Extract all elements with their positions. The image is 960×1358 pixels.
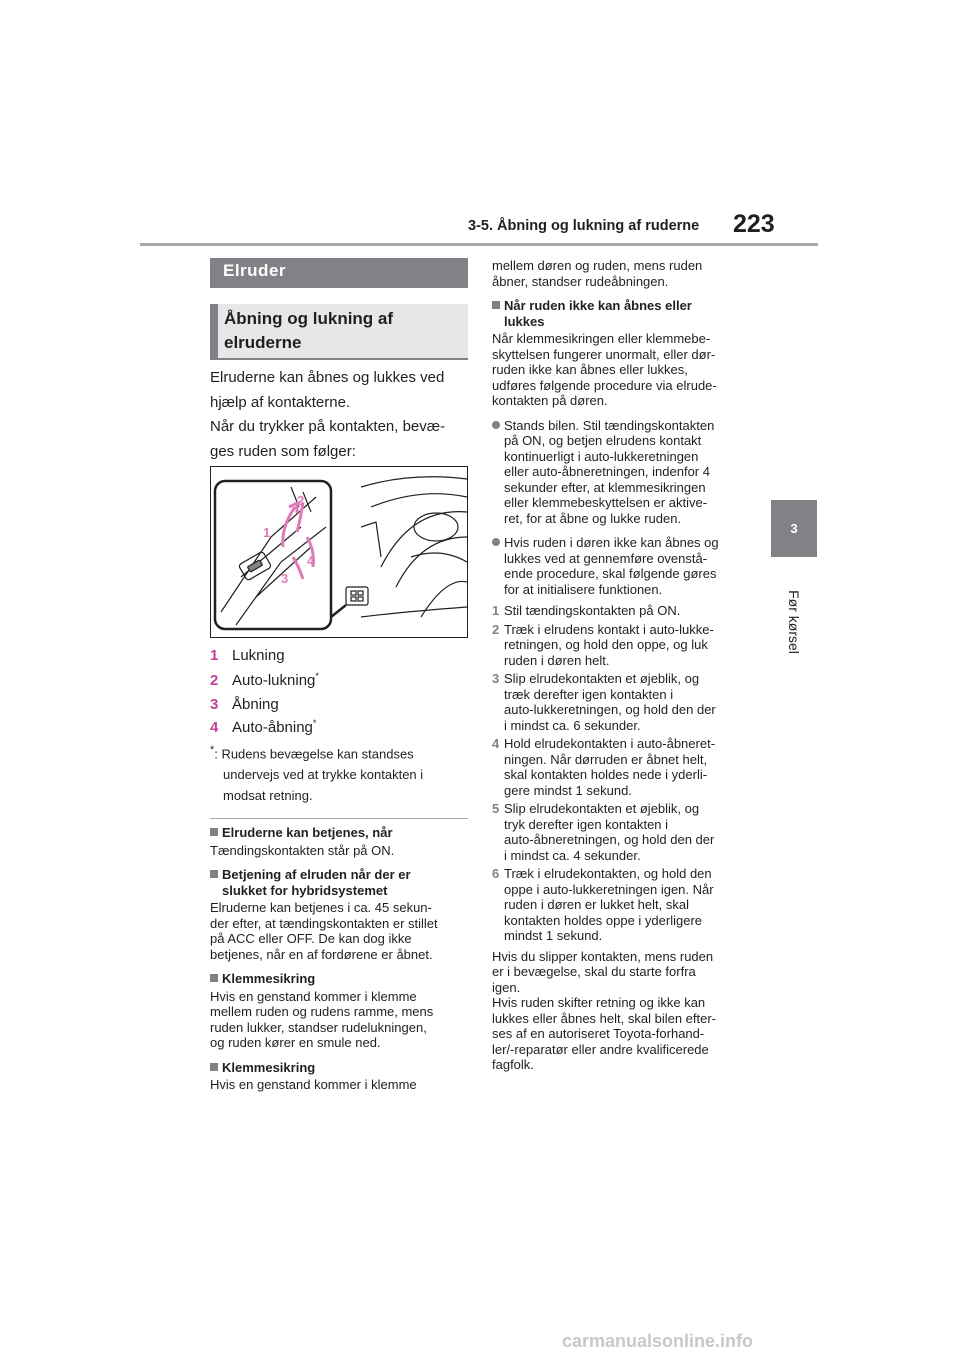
note-heading: Klemmesikring bbox=[210, 971, 468, 987]
footnote bbox=[210, 740, 468, 806]
note-line: Hvis ruden i døren ikke kan åbnes og bbox=[504, 535, 719, 550]
note-line: kontakten på døren. bbox=[492, 393, 608, 408]
window-switch-illustration bbox=[210, 466, 468, 638]
header-rule bbox=[140, 243, 818, 246]
bullet-item bbox=[492, 418, 754, 527]
legend-star: * bbox=[312, 718, 317, 728]
step-line: auto-åbneretningen, og hold den der bbox=[504, 832, 715, 847]
note-line: Elruderne kan betjenes i ca. 45 sekun- bbox=[210, 900, 432, 915]
legend-number: 2 bbox=[210, 672, 219, 689]
step-item bbox=[492, 622, 754, 669]
sub-heading-bar bbox=[210, 304, 218, 358]
note-line: på ON, og betjen elrudens kontakt bbox=[504, 433, 702, 448]
callout-4: 4 bbox=[307, 553, 315, 568]
note-line: ende procedure, skal følgende gøres bbox=[504, 566, 717, 581]
note-line: ses af en autoriseret Toyota-forhand- bbox=[492, 1026, 705, 1041]
step-line: tryk derefter igen kontakten i bbox=[504, 816, 669, 832]
note-line: Når klemmesikringen eller klemmebe- bbox=[492, 331, 711, 346]
note-line: skyttelsen fungerer unormalt, eller dør- bbox=[492, 346, 716, 362]
chapter-title bbox=[766, 590, 822, 654]
legend-text: Åbning bbox=[232, 696, 279, 713]
legend-item bbox=[210, 695, 279, 713]
left-column-notes bbox=[210, 825, 468, 1093]
footnote-line: undervejs ved at trykke kontakten i bbox=[223, 767, 424, 783]
step-item bbox=[492, 801, 754, 863]
bullet-item bbox=[492, 535, 754, 597]
note-line: Hvis en genstand kommer i klemme bbox=[210, 1077, 417, 1092]
note-body bbox=[492, 331, 754, 409]
note-line: igen. bbox=[492, 979, 521, 995]
note-line: Hvis en genstand kommer i klemme bbox=[210, 988, 417, 1004]
note-line: Stands bilen. Stil tændingskontakten bbox=[504, 417, 715, 433]
step-line: skal kontakten holdes nede i yderli- bbox=[504, 767, 708, 782]
step-line: træk derefter igen kontakten i bbox=[504, 686, 674, 702]
note-heading-line: lukkes bbox=[504, 313, 545, 329]
step-line: mindst 1 sekund. bbox=[504, 928, 603, 943]
chapter-tab: 3 bbox=[771, 500, 817, 557]
sub-heading-text: Åbning og lukning af elruderne bbox=[224, 309, 394, 352]
intro-line: ges ruden som følger: bbox=[210, 442, 356, 460]
legend-star: * bbox=[315, 671, 319, 681]
note-line: for at initialisere funktionen. bbox=[504, 581, 663, 597]
intro-text bbox=[210, 366, 472, 464]
note-body bbox=[210, 989, 468, 1051]
step-number: 2 bbox=[492, 621, 500, 637]
note-body bbox=[210, 900, 468, 962]
note-line: kontinuerligt i auto-lukkeretningen bbox=[504, 448, 699, 464]
note-line: fagfolk. bbox=[492, 1057, 534, 1072]
intro-line: Når du trykker på kontakten, bevæ- bbox=[210, 418, 446, 435]
note-line: der efter, at tændingskontakten er stillet bbox=[210, 915, 438, 931]
right-column-notes bbox=[492, 258, 754, 1073]
note-heading: Elruderne kan betjenes, når bbox=[210, 825, 468, 841]
note-heading-line: slukket for hybridsystemet bbox=[222, 882, 388, 898]
step-line: Slip elrudekontakten et øjeblik, og bbox=[504, 801, 700, 816]
step-line: kontakten holdes oppe i yderligere bbox=[504, 912, 703, 928]
note-line: eller auto-åbneretningen, indenfor 4 bbox=[504, 464, 710, 479]
callout-1: 1 bbox=[263, 525, 271, 540]
step-number: 6 bbox=[492, 866, 500, 881]
closing-text bbox=[492, 949, 754, 1073]
legend-number: 3 bbox=[210, 696, 219, 713]
note-line: åbner, standser rudeåbningen. bbox=[492, 273, 669, 289]
page-number: 223 bbox=[733, 210, 775, 238]
footnote-line: : Rudens bevægelse kan standses bbox=[214, 746, 414, 762]
note-line: ruden ikke kan åbnes eller lukkes, bbox=[492, 362, 688, 377]
step-number: 3 bbox=[492, 671, 500, 686]
intro-line: Elruderne kan åbnes og lukkes ved bbox=[210, 369, 445, 386]
sub-heading-rule bbox=[210, 358, 468, 360]
note-line: lukkes eller åbnes helt, skal bilen efter- bbox=[492, 1010, 717, 1026]
watermark: carmanualsonline.info bbox=[562, 1331, 754, 1351]
note-heading bbox=[492, 298, 754, 329]
note-heading bbox=[210, 867, 468, 898]
step-line: Træk i elrudens kontakt i auto-lukke- bbox=[504, 621, 714, 637]
step-line: auto-lukkeretningen, og hold den der bbox=[504, 702, 716, 717]
main-heading-text: Elruder bbox=[223, 261, 287, 280]
step-line: Slip elrudekontakten et øjeblik, og bbox=[504, 671, 700, 686]
step-item bbox=[492, 603, 754, 619]
note-line: ret, for at åbne og lukke ruden. bbox=[504, 510, 682, 526]
step-line: Hold elrudekontakten i auto-åbneret- bbox=[504, 736, 716, 751]
footnote-mark: * bbox=[210, 744, 215, 756]
step-item bbox=[492, 671, 754, 733]
note-line: udføres følgende procedure via elrude- bbox=[492, 377, 717, 393]
step-line: ruden i døren er lukket helt, skal bbox=[504, 897, 689, 912]
note-line: og ruden kører en smule ned. bbox=[210, 1035, 381, 1050]
note-line: Hvis ruden skifter retning og ikke kan bbox=[492, 995, 706, 1010]
chapter-title-text: Før kørsel bbox=[786, 590, 802, 654]
step-line: i mindst ca. 6 sekunder. bbox=[504, 717, 641, 733]
legend-number: 1 bbox=[210, 647, 219, 664]
step-line: gere mindst 1 sekund. bbox=[504, 782, 632, 798]
step-line: retningen, og hold den oppe, og luk bbox=[504, 637, 708, 652]
intro-line: hjælp af kontakterne. bbox=[210, 393, 351, 411]
step-number: 1 bbox=[492, 603, 500, 618]
note-body bbox=[210, 1077, 468, 1093]
note-heading-line: Når ruden ikke kan åbnes eller bbox=[504, 298, 692, 313]
note-body: Tændingskontakten står på ON. bbox=[210, 842, 395, 858]
legend-text: Lukning bbox=[232, 647, 285, 664]
step-number: 4 bbox=[492, 736, 500, 751]
step-line: oppe i auto-lukkeretningen igen. Når bbox=[504, 881, 714, 897]
callout-3: 3 bbox=[281, 571, 289, 586]
legend-item bbox=[210, 646, 285, 664]
note-line: mellem ruden og rudens ramme, mens bbox=[210, 1004, 434, 1019]
note-line: Hvis du slipper kontakten, mens ruden bbox=[492, 948, 714, 964]
legend-text: Auto-åbning bbox=[232, 719, 313, 736]
legend-item bbox=[210, 671, 319, 689]
step-line: Træk i elrudekontakten, og hold den bbox=[504, 866, 712, 881]
note-line: ruden lukker, standser rudelukningen, bbox=[210, 1019, 427, 1035]
legend-text: Auto-lukning bbox=[232, 672, 316, 689]
section-divider bbox=[210, 818, 468, 819]
note-line: er i bevægelse, skal du starte forfra bbox=[492, 964, 696, 979]
main-heading bbox=[210, 258, 468, 288]
note-line: mellem døren og ruden, mens ruden bbox=[492, 258, 703, 273]
sub-heading bbox=[210, 304, 468, 358]
step-line: ningen. Når dørruden er åbnet helt, bbox=[504, 751, 708, 767]
step-line: ruden i døren helt. bbox=[504, 652, 610, 668]
note-line: betjenes, når en af fordørene er åbnet. bbox=[210, 946, 433, 962]
footnote-line: modsat retning. bbox=[223, 788, 313, 804]
note-line: eller klemmebeskyttelsen er aktive- bbox=[504, 495, 708, 510]
note-heading: Klemmesikring bbox=[210, 1060, 468, 1076]
note-line: sekunder efter, at klemmesikringen bbox=[504, 479, 706, 495]
note-heading-line: Betjening af elruden når der er bbox=[222, 867, 411, 882]
step-item bbox=[492, 866, 754, 944]
step-line: i mindst ca. 4 sekunder. bbox=[504, 847, 641, 863]
note-line: lukkes ved at gennemføre ovenstå- bbox=[504, 550, 708, 566]
callout-2: 2 bbox=[297, 493, 305, 508]
step-number: 5 bbox=[492, 801, 500, 816]
legend-item bbox=[210, 718, 316, 736]
section-title: 3-5. Åbning og lukning af ruderne bbox=[468, 218, 700, 234]
note-line: ler/-reparatør eller andre kvalificerede bbox=[492, 1041, 709, 1057]
step-line: Stil tændingskontakten på ON. bbox=[504, 603, 681, 618]
step-item bbox=[492, 736, 754, 798]
note-line: på ACC eller OFF. De kan dog ikke bbox=[210, 931, 412, 946]
illustration-svg bbox=[211, 467, 467, 637]
legend-number: 4 bbox=[210, 719, 219, 736]
